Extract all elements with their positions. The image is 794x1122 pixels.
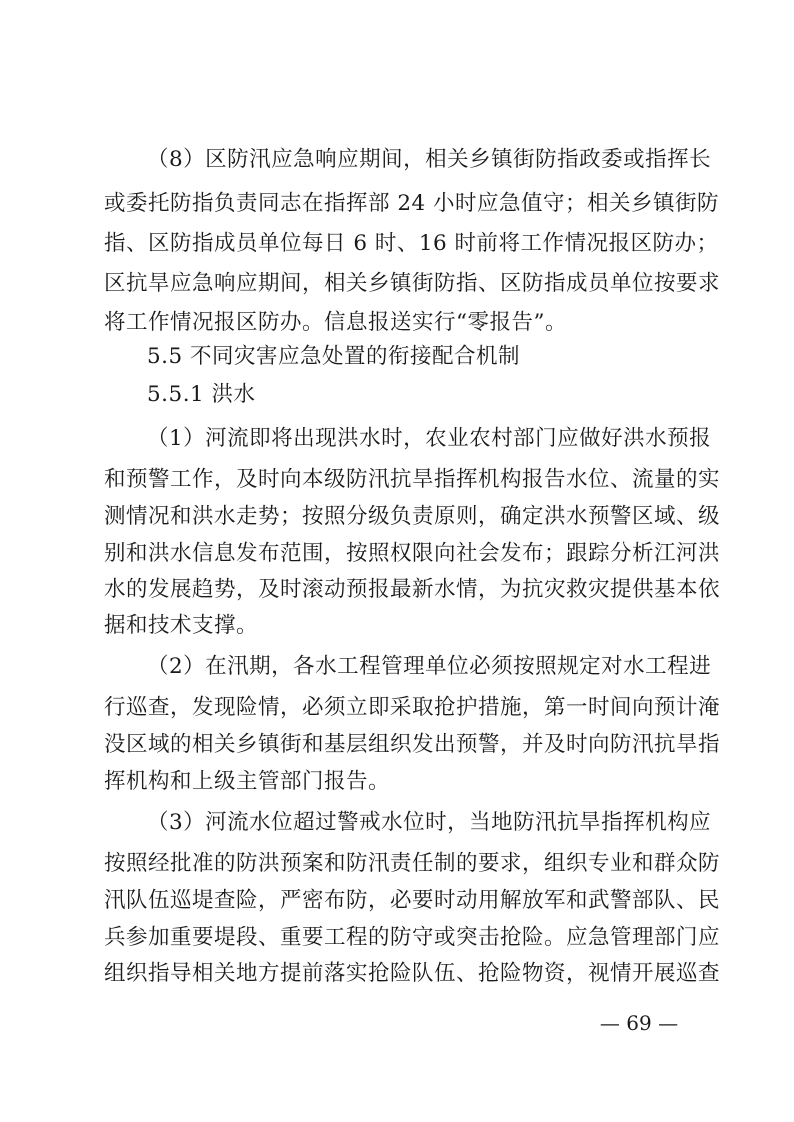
paragraph-3-line-1: （3）河流水位超过警戒水位时，当地防汛抗旱指挥机构应 bbox=[147, 810, 712, 835]
paragraph-8-line-4: 区抗旱应急响应期间，相关乡镇街防指、区防指成员单位按要求 bbox=[104, 271, 721, 296]
paragraph-8-line-3: 指、区防指成员单位每日 6 时、16 时前将工作情况报区防办； bbox=[104, 231, 719, 256]
page-number: — 69 — bbox=[599, 1011, 679, 1035]
paragraph-1-line-2: 和预警工作，及时向本级防汛抗旱指挥机构报告水位、流量的实 bbox=[104, 467, 721, 492]
paragraph-1-line-1: （1）河流即将出现洪水时，农业农村部门应做好洪水预报 bbox=[147, 426, 712, 451]
paragraph-2-line-4: 挥机构和上级主管部门报告。 bbox=[104, 769, 391, 794]
paragraph-3-line-4: 兵参加重要堤段、重要工程的防守或突击抢险。应急管理部门应 bbox=[104, 925, 721, 950]
paragraph-3-line-2: 按照经批准的防洪预案和防汛责任制的要求，组织专业和群众防 bbox=[104, 851, 721, 876]
paragraph-2-line-3: 没区域的相关乡镇街和基层组织发出预警，并及时向防汛抗旱指 bbox=[104, 732, 721, 757]
subsection-heading: 5.5.1 洪水 bbox=[147, 382, 256, 407]
paragraph-8-line-1: （8）区防汛应急响应期间，相关乡镇街防指政委或指挥长 bbox=[147, 147, 712, 172]
paragraph-3-line-3: 汛队伍巡堤查险，严密布防，必要时动用解放军和武警部队、民 bbox=[104, 888, 721, 913]
paragraph-1-line-3: 测情况和洪水走势；按照分级负责原则，确定洪水预警区域、级 bbox=[104, 504, 721, 529]
paragraph-1-line-5: 水的发展趋势，及时滚动预报最新水情，为抗灾救灾提供基本依 bbox=[104, 577, 721, 602]
paragraph-1-line-6: 据和技术支撑。 bbox=[104, 613, 259, 638]
paragraph-1-line-4: 别和洪水信息发布范围，按照权限向社会发布；跟踪分析江河洪 bbox=[104, 541, 721, 566]
section-heading: 5.5 不同灾害应急处置的衔接配合机制 bbox=[147, 344, 521, 369]
paragraph-3-line-5: 组织指导相关地方提前落实抢险队伍、抢险物资，视情开展巡查 bbox=[104, 961, 721, 986]
paragraph-8-line-2: 或委托防指负责同志在指挥部 24 小时应急值守；相关乡镇街防 bbox=[104, 191, 720, 216]
paragraph-8-line-5: 将工作情况报区防办。信息报送实行“零报告”。 bbox=[104, 310, 567, 335]
paragraph-2-line-2: 行巡查，发现险情，必须立即采取抢护措施，第一时间向预计淹 bbox=[104, 695, 721, 720]
paragraph-2-line-1: （2）在汛期，各水工程管理单位必须按照规定对水工程进 bbox=[147, 654, 712, 679]
